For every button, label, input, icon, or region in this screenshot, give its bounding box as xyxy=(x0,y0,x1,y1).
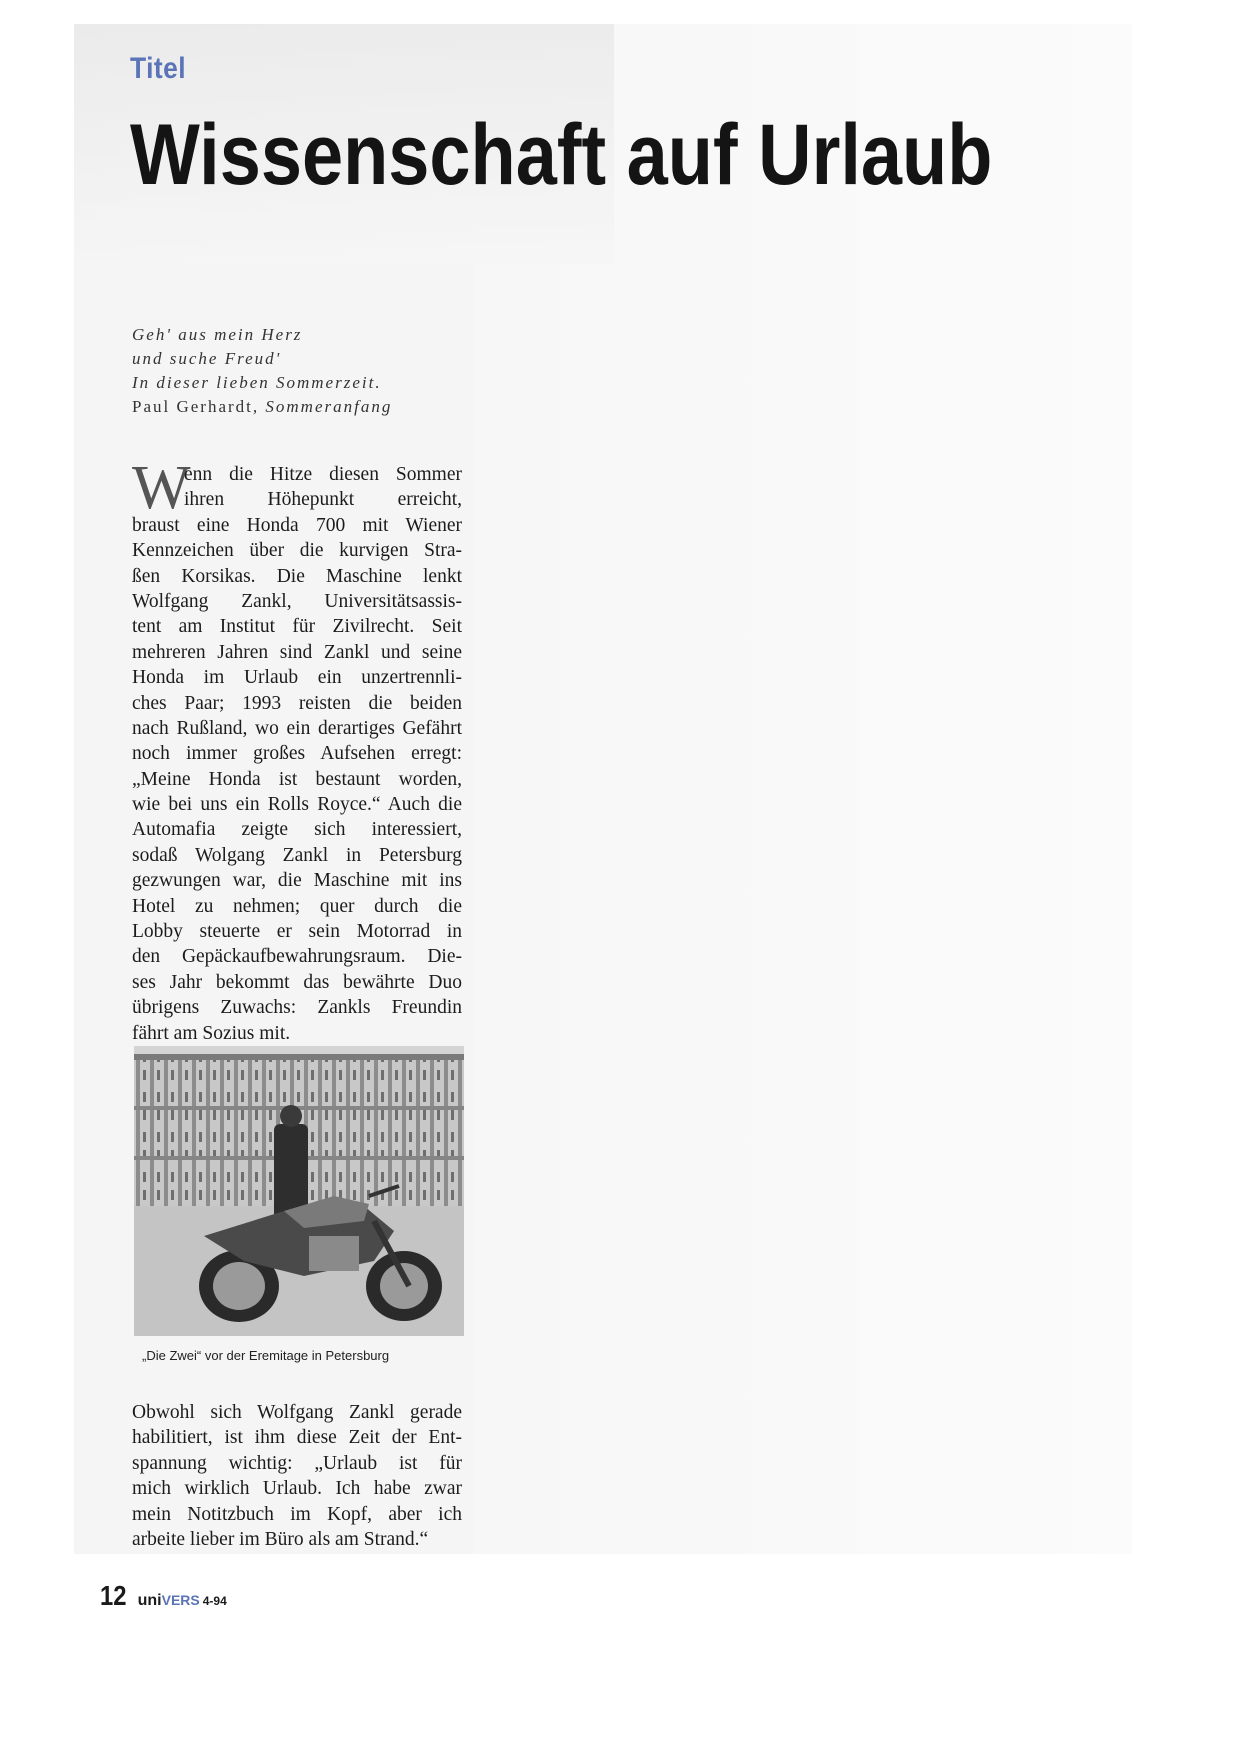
article-text-line: ches Paar; 1993 reisten die beiden xyxy=(132,692,462,714)
article-text-line: Lobby steuerte er sein Motorrad in xyxy=(132,921,462,943)
page-headline: Wissenschaft auf Urlaub xyxy=(130,107,993,203)
article-paragraph-1 xyxy=(132,454,462,1046)
article-text-line: gezwungen war, die Maschine mit ins xyxy=(132,870,462,892)
motorcycle-photo-illustration xyxy=(134,1046,464,1336)
article-text-line: arbeite lieber im Büro als am Strand.“ xyxy=(132,1528,429,1550)
article-text-line: ßen Korsikas. Die Maschine lenkt xyxy=(132,565,462,587)
article-text-line: fährt am Sozius mit. xyxy=(132,1022,291,1044)
page-footer xyxy=(100,1580,227,1612)
epigraph-author: Paul Gerhardt, xyxy=(132,397,266,416)
epigraph-line: Geh' aus mein Herz xyxy=(132,325,303,344)
article-text-line: „Meine Honda ist bestaunt worden, xyxy=(132,768,462,790)
article-text-line: mich wirklich Urlaub. Ich habe zwar xyxy=(132,1478,462,1500)
article-text-line: Hotel zu nehmen; quer durch die xyxy=(132,895,462,917)
article-text-line: Automafia zeigte sich interessiert, xyxy=(132,819,462,841)
article-text-line: Wolfgang Zankl, Universitätsassis- xyxy=(132,590,462,612)
article-text-line: Obwohl sich Wolfgang Zankl gerade xyxy=(132,1402,462,1423)
article-text-line: habilitiert, ist ihm diese Zeit der Ent- xyxy=(132,1427,462,1449)
article-text-line: Honda im Urlaub ein unzertrennli- xyxy=(132,667,462,689)
photo-caption: „Die Zwei“ vor der Eremitage in Petersburg xyxy=(142,1348,390,1363)
magazine-brand-accent: VERS xyxy=(161,1592,200,1608)
article-text-line: Kennzeichen über die kurvigen Stra- xyxy=(132,540,462,562)
epigraph-attribution xyxy=(132,395,452,419)
article-text-line: braust eine Honda 700 mit Wiener xyxy=(132,514,462,536)
epigraph xyxy=(132,323,452,419)
article-paragraph-2 xyxy=(132,1400,462,1552)
article-text-line: nach Rußland, wo ein derartiges Gefährt xyxy=(132,717,462,739)
article-text-line: wie bei uns ein Rolls Royce.“ Auch die xyxy=(132,794,462,816)
article-text-line: ihren Höhepunkt erreicht, xyxy=(184,489,462,511)
epigraph-line: und suche Freud' xyxy=(132,349,282,368)
article-text-line: mein Notitzbuch im Kopf, aber ich xyxy=(132,1503,462,1525)
issue-number: 4-94 xyxy=(202,1594,227,1608)
article-text-line: sodaß Wolgang Zankl in Petersburg xyxy=(132,844,462,866)
article-text-line: noch immer großes Aufsehen erregt: xyxy=(132,743,462,765)
magazine-brand: uni xyxy=(137,1592,162,1609)
section-label: Titel xyxy=(130,52,187,85)
article-photo xyxy=(134,1046,464,1336)
article-text-line: tent am Institut für Zivilrecht. Seit xyxy=(132,616,462,638)
article-text-line: übrigens Zuwachs: Zankls Freundin xyxy=(132,997,462,1019)
epigraph-work: Sommeranfang xyxy=(265,397,393,416)
article-text-line: ses Jahr bekommt das bewährte Duo xyxy=(132,971,462,993)
article-text-line: mehreren Jahren sind Zankl und seine xyxy=(132,641,462,663)
article-text-line: enn die Hitze diesen Sommer xyxy=(184,464,462,485)
article-text-line: den Gepäckaufbewahrungsraum. Die- xyxy=(132,946,462,968)
drop-cap: W xyxy=(132,454,191,522)
article-text-line: spannung wichtig: „Urlaub ist für xyxy=(132,1452,462,1474)
epigraph-line: In dieser lieben Sommerzeit. xyxy=(132,373,382,392)
page-number: 12 xyxy=(100,1580,127,1611)
